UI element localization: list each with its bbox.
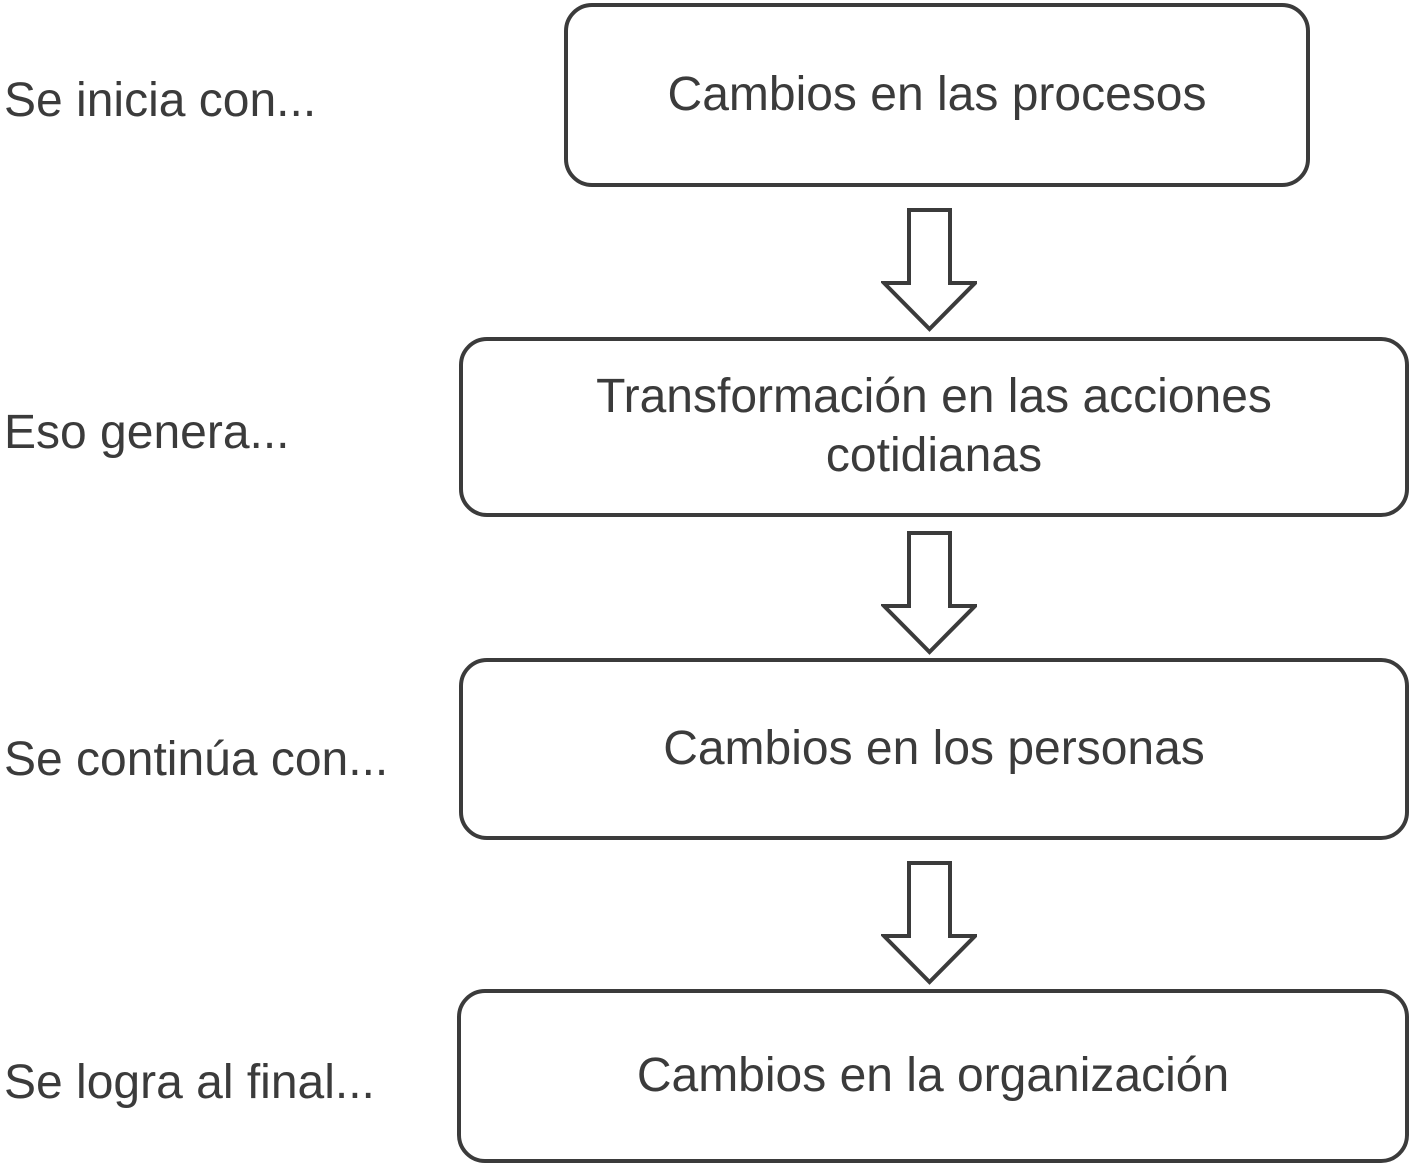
flow-box-organizacion-label: Cambios en la organización bbox=[636, 1048, 1230, 1102]
stage-label-continues: Se continúa con... bbox=[4, 733, 389, 786]
flow-box-personas bbox=[459, 658, 1409, 840]
down-arrow-icon bbox=[881, 531, 977, 655]
flow-box-procesos-label: Cambios en las procesos bbox=[667, 67, 1207, 121]
flow-box-organizacion bbox=[457, 989, 1409, 1163]
down-arrow-icon bbox=[881, 861, 977, 985]
stage-label-start: Se inicia con... bbox=[4, 74, 317, 127]
stage-label-generates: Eso genera... bbox=[4, 406, 290, 459]
flow-box-procesos bbox=[564, 3, 1310, 187]
down-arrow-icon bbox=[881, 208, 977, 332]
stage-label-final: Se logra al final... bbox=[4, 1056, 375, 1109]
flow-box-transformacion-label: Transformación en las acciones cotidianas bbox=[596, 370, 1272, 482]
flow-box-personas-label: Cambios en los personas bbox=[663, 721, 1205, 775]
flow-box-transformacion bbox=[459, 337, 1409, 517]
